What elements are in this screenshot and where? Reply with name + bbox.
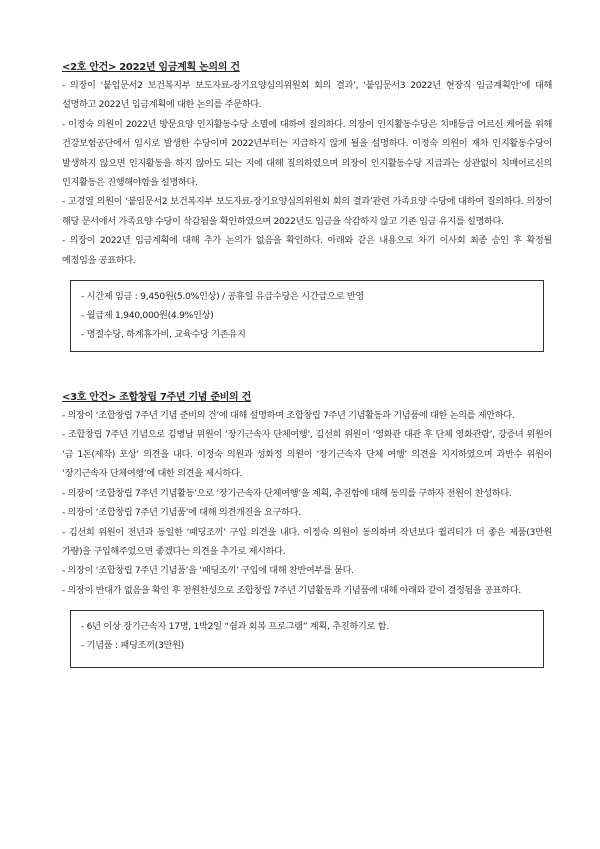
- agenda-3-paragraph: - 의장이 ‘조합창립 7주년 기념품’에 대해 의견개진을 요구하다.: [62, 507, 301, 519]
- agenda-2-heading: <2호 안건> 2022년 임금계획 논의의 건: [62, 62, 240, 73]
- summary-line: - 월급제 1,940,000원(4.9%인상): [81, 310, 214, 322]
- agenda-3-section: [62, 388, 552, 668]
- summary-line: - 시간제 임금 : 9,450원(5.0%인상) / 공휴일 유급수당은 시간급으로 반영: [81, 291, 364, 303]
- summary-line: - 기념품 : 패딩조끼(3만원): [81, 640, 184, 652]
- agenda-2-paragraph: - 고경열 의원이 ‘붙임문서2 보건복지부 보도자료-장기요양심의위원회 회의 결과’관련 가족요양 수당에 대하여 질의하다. 의장이 해당 문서에서 가족요양 수당이 삭감됨을 확인하였으며 2022년도 임금을 삭감하지 않고 기존 임금 유지를 설명하다.: [62, 196, 552, 227]
- summary-line: - 6년 이상 장기근속자 17명, 1박2일 “쉼과 회복 프로그램” 계획, 추진하기로 함.: [81, 621, 389, 633]
- agenda-3-paragraph: - 조합창립 7주년 기념으로 김병남 위원이 ‘장기근속자 단체여행’, 김선희 위원이 ‘영화관 대관 후 단체 영화관람’, 강증녀 위원이 ‘금 1돈(제작) 포상’ 의견을 내다. 이정숙 의원과 성화정 의원이 ‘장기근속자 단체 여행’ 의견을 지지하였으며 과반수 위원이 ‘장기근속자 단체여행’에 대한 의견을 제시하다.: [62, 429, 552, 480]
- agenda-2-section: [62, 58, 552, 352]
- agenda-2-paragraph: - 의장이 2022년 임금계획에 대해 추가 논의가 없음을 확인하다. 아래와 같은 내용으로 차기 이사회 최종 승인 후 확정될 예정임을 공표하다.: [62, 235, 552, 266]
- agenda-2-paragraph: - 의장이 ‘붙임문서2 보건복지부 보도자료-장기요양심의위원회 회의 결과’, ‘붙임문서3 2022년 현장직 임금계획안’에 대해 설명하고 2022년 임금계획에 대한 논의를 주문하다.: [62, 80, 552, 111]
- agenda-2-summary-box: [70, 280, 544, 352]
- agenda-3-paragraph: - 김선희 위원이 전년과 동일한 ‘패딩조끼’ 구입 의견을 내다. 이정숙 의원이 동의하며 작년보다 퀄리티가 더 좋은 제품(3만원 가량)을 구입해주었으면 좋겠다는 의견을 추가로 제시하다.: [62, 526, 552, 557]
- agenda-2-paragraph: - 이정숙 의원이 2022년 방문요양 인지활동수당 소멸에 대하여 질의하다. 의장이 인지활동수당은 치매등급 어르신 케어를 위해 건강보험공단에서 임시로 발생한 수당이며 2022년부터는 지급하지 않게 될을 설명하다. 이정숙 의원이 재차 인지활동수당이 발생하지 않으면 인지활동을 하지 않아도 되는 지에 대해 질의하였으며 의장이 인지활동수당 지급과는 상관없이 치매어르신의 인지활동은 진행해야함을 설명하다.: [62, 118, 552, 189]
- summary-line: - 명절수당, 하계휴가비, 교육수당 기존유지: [81, 329, 246, 341]
- agenda-3-heading: <3호 안건> 조합창립 7주년 기념 준비의 건: [62, 392, 251, 404]
- agenda-3-summary-box: [70, 610, 544, 668]
- agenda-3-paragraph: - 의장이 반대가 없음을 확인 후 전원찬성으로 조합창립 7주년 기념활동과 기념품에 대해 아래와 같이 결정됨을 공표하다.: [62, 584, 521, 596]
- document-page: [62, 58, 552, 668]
- agenda-3-paragraph: - 의장이 ‘조합창립 7주년 기념활동’으로 ‘장기근속자 단체여행’을 계획, 추진함에 대해 동의를 구하자 전원이 찬성하다.: [62, 487, 512, 499]
- agenda-3-paragraph: - 의장이 ‘조합창립 7주년 기념 준비의 건’에 대해 설명하며 조합창립 7주년 기념활동과 기념품에 대한 논의를 제안하다.: [62, 410, 515, 422]
- agenda-3-paragraph: - 의장이 ‘조합창립 7주년 기념품’을 ‘패딩조끼’ 구입에 대해 찬반여부를 묻다.: [62, 565, 354, 577]
